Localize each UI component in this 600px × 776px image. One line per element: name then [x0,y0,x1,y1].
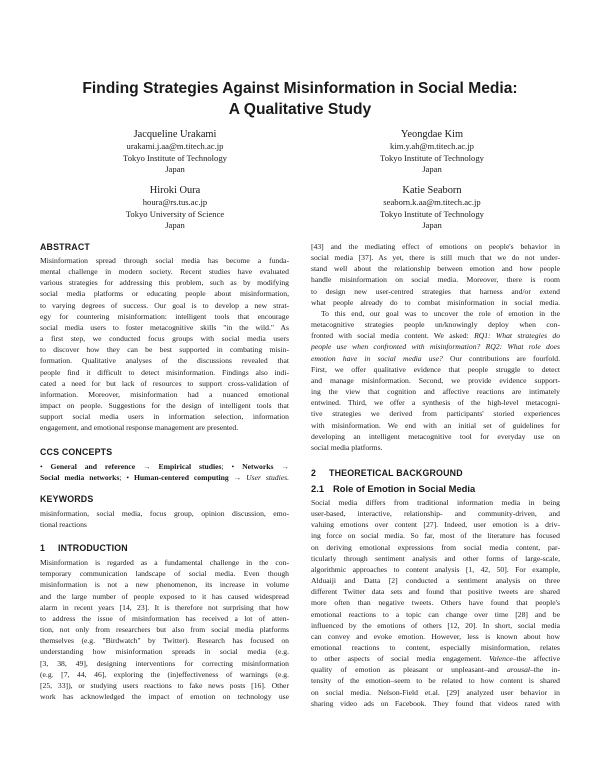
author-block [55,128,295,176]
text-line: stand well about the relationship between emotion and how people [311,264,560,274]
text-line: misinformation, social media, focus group, opinion discussion, emo- [40,508,289,518]
ccs-concept: Empirical studies [158,461,222,471]
text-line [40,472,289,483]
text-line: cated a need for but lack of resources to support cross-validation of [40,378,289,388]
author-country: Japan [422,164,442,175]
paper-title [40,78,560,120]
text-line: understanding how misinformation spreads in social media (e.g. [40,647,289,657]
text-run: to other aspects of social media engagement. [311,654,489,664]
title-line-2: A Qualitative Study [228,101,372,118]
text-line [311,664,560,675]
text-line: to design new user-centred strategies that harness and/or extend [311,286,560,296]
text-line [311,341,560,352]
author-country: Japan [165,220,185,231]
text-line: ticularly through sentiment analysis and other forms of large-scale, [311,553,560,563]
author-email[interactable]: houra@rs.tus.ac.jp [142,197,208,207]
author-affiliation: Tokyo Institute of Technology [380,208,484,219]
text-line: ing force on social media. So far, most of the literature has focused [311,531,560,541]
arrow-glyph: → [233,472,242,482]
intro-body [40,557,289,702]
author-affiliation: Tokyo University of Science [125,208,225,219]
text-line: social media users to foster metacognitive skills "in the wild." As [40,322,289,332]
text-line: different Twitter data sets and found that positive tweets are shared [311,587,560,597]
text-line: user-based, interactive, relationship- and community-driven, and [311,509,560,519]
text-line: a first step, we conducted focus groups with social media users [40,334,289,344]
right-column [311,241,560,709]
text-line: can convey and evoke emotion. However, less is known about how [311,631,560,641]
term: Valence [488,654,513,664]
author-affiliation: Tokyo Institute of Technology [380,152,484,163]
text-line: egy for countering misinformation: intelligent tools that encourage [40,311,289,321]
text-line: Social media differs from traditional information media in being [311,497,560,507]
ccs-concept: Networks [242,461,274,471]
keywords-body [40,508,289,530]
text-line: social media platforms. [311,442,383,452]
text-line: social media [37]. As yet, there is still much that we do not under- [311,253,560,263]
text-line: handle misinformation on social media. Moreover, there is room [311,275,560,285]
section-heading-background [311,467,560,479]
text-line: [25, 33]), or studying users reactions to fake news posts [16]. Other [40,680,289,690]
text-line [40,461,289,472]
text-line: valuing emotions over content [27]. Indeed, user emotion is a driv- [311,520,560,530]
text-line: information. Moreover, misinformation had a nuanced emotional [40,389,289,399]
subsection-heading [311,483,560,495]
text-line: ing the view that cognition and affective reactions are intimately [311,387,560,397]
text-line: various strategies for addressing this problem, such as by modifying [40,278,289,288]
bullet: • [40,461,43,471]
text-run: –the affective [512,654,560,664]
abstract-heading: ABSTRACT [40,242,90,252]
text-line: tive strategies we derived from participants' storied experiences [311,409,560,419]
research-question: emotion have in social media use? [311,353,443,363]
text-line: metacognitive strategies people un/knowingly deploy when con- [311,320,560,330]
text-line: To this end, our goal was to uncover the role of emotion in the [321,308,560,318]
section-number: 2 [311,467,317,478]
text-line: entwined. Third, we offer a synthesis of the high-level metacogni- [311,398,560,408]
text-run: quality of emotion as pleasant or unpleasant–and [311,665,507,675]
text-line: what people already do to combat misinformation in social media. [311,297,560,307]
text-run: Our contributions are fourfold. [442,353,561,363]
term: arousal [506,665,531,675]
ccs-body [40,461,289,483]
subsection-number: 2.1 [311,482,325,494]
text-line: formation. Qualitative analyses of the discussions revealed that [40,356,289,366]
text-run: –the in- [530,665,560,675]
text-line: tensity of the emotion–seem to be related to how content is shared [311,676,560,686]
text-line: to varying degrees of success. Our goal is to develop a new strat- [40,300,289,310]
section-heading-introduction [40,542,289,554]
text-line: mental challenge in modern society. Recent studies have evaluated [40,267,289,277]
text-line: misinformation is not a new phenomenon, its increase in volume [40,580,289,590]
abstract-body [40,255,289,434]
section-title: INTRODUCTION [58,543,128,554]
text-line: on social media. Nelson-Field et.al. [29] analyzed user behavior in [311,687,560,697]
paragraph [311,308,560,453]
text-line: themselves (e.g. "Birdwatch" by Twitter). Research has focused on [40,636,289,646]
text-line: [43] and the mediating effect of emotions on people's behavior in [311,242,560,251]
left-column [40,241,289,702]
text-line [311,353,560,364]
ccs-concept: User studies. [246,472,289,482]
ccs-heading: CCS CONCEPTS [40,446,113,457]
author-email[interactable]: urakami.j.aa@m.titech.ac.jp [126,141,224,151]
text-line: Misinformation is regarded as a fundamental challenge in the con- [40,558,289,568]
text-line: tional reactions [40,519,87,529]
text-line: developing an intelligent metacognitive tool for everyday use on [311,431,560,441]
author-block [312,184,552,232]
author-name: Jacqueline Urakami [133,129,217,140]
bullet: • [126,472,130,482]
author-name: Katie Seaborn [402,185,462,196]
text-line: and the large number of people exposed to it has caused widespread [40,591,289,601]
text-line: and manage misinformation. Second, we provide evidence support- [311,375,560,385]
text-line: impact on people. Suggestions for the design of intelligent tools that [40,401,289,411]
author-email[interactable]: kim.y.ah@m.titech.ac.jp [390,141,474,151]
text-line: emotional reactions to content, especially misinformation, relates [311,643,560,652]
text-line: more often than negative tweets. Others have found that people's [311,598,560,608]
bullet: • [231,461,235,471]
author-country: Japan [422,220,442,231]
text-line: emotional reactions to a topic can change over time [28] and be [311,609,560,619]
keywords-heading: KEYWORDS [40,493,94,504]
ccs-concept: Social media networks [40,472,120,482]
paragraph [311,241,560,308]
separator: ; [119,472,122,482]
text-line: engagement, and emotional response management are presented. [40,423,239,433]
separator: ; [221,461,224,471]
text-line: algorithmic approaches to content analysis [1, 42, 50]. For example, [311,564,560,574]
research-question: people use when confronted with misinformation? RQ2: What role does [311,342,560,352]
ccs-concept: Human-centered computing [133,472,229,482]
text-line: to discover how they can be best supported in combating misin- [40,345,289,355]
text-line: to address the issue of misinformation has received a lot of atten- [40,613,289,623]
text-line: sharing video ads on Facebook. They found that videos rated with [311,698,560,708]
text-line: on deriving emotional expressions from social media content, par- [311,542,560,552]
section-title: THEORETICAL BACKGROUND [329,467,463,478]
text-run: fronted with social media content. We asked: [311,331,475,341]
author-name: Yeongdae Kim [400,129,464,140]
author-email[interactable]: seaborn.k.aa@m.titech.ac.jp [383,197,481,207]
text-line: with misinformation. We end with an initial set of guidelines for [311,420,560,430]
text-line [311,330,560,341]
section-number: 1 [40,543,46,554]
text-line: work has acknowledged the impact of emotion on technology use [40,692,289,701]
author-affiliation: Tokyo Institute of Technology [123,152,227,163]
text-line: (e.g. [7, 44, 46], exploring the (in)effectiveness of warnings (e.g. [40,669,289,679]
text-line: social media platforms or educating people about misinformation, [40,289,289,299]
author-name: Hiroki Oura [149,185,201,196]
subsection-title: Role of Emotion in Social Media [333,482,476,494]
author-country: Japan [165,164,185,175]
paragraph [311,497,560,709]
text-line: support social media users in information selection, information [40,412,289,422]
arrow-glyph: → [143,461,151,471]
text-line: influenced by the emotions of others [12, 20]. In short, social media [311,620,560,630]
text-line: alarm in recent years [14, 23]. It is therefore not surprising that how [40,602,289,612]
author-block [312,128,552,176]
text-line [311,653,560,664]
research-question: RQ1: What strategies do [474,331,561,341]
text-line: tion, not only from researchers but also from social media platforms [40,625,289,635]
text-line: Alduaiji and Datta [2] conducted a sentiment analysis on three [311,576,560,586]
author-block [55,184,295,232]
text-line: First, we offer qualitative evidence that people struggle to detect [311,364,560,374]
title-line-1: Finding Strategies Against Misinformation in Social Media: [82,80,518,97]
text-line: [3, 38, 49], designing interventions for correcting misinformation [40,658,289,668]
text-line: Misinformation spread through social media has become a funda- [40,256,289,265]
text-line: temporary communication landscape of social media. Even though [40,569,289,579]
ccs-concept: General and reference [50,461,136,471]
text-line: people find it difficult to detect misinformation. Findings also indi- [40,367,289,377]
arrow-glyph: → [281,461,289,471]
